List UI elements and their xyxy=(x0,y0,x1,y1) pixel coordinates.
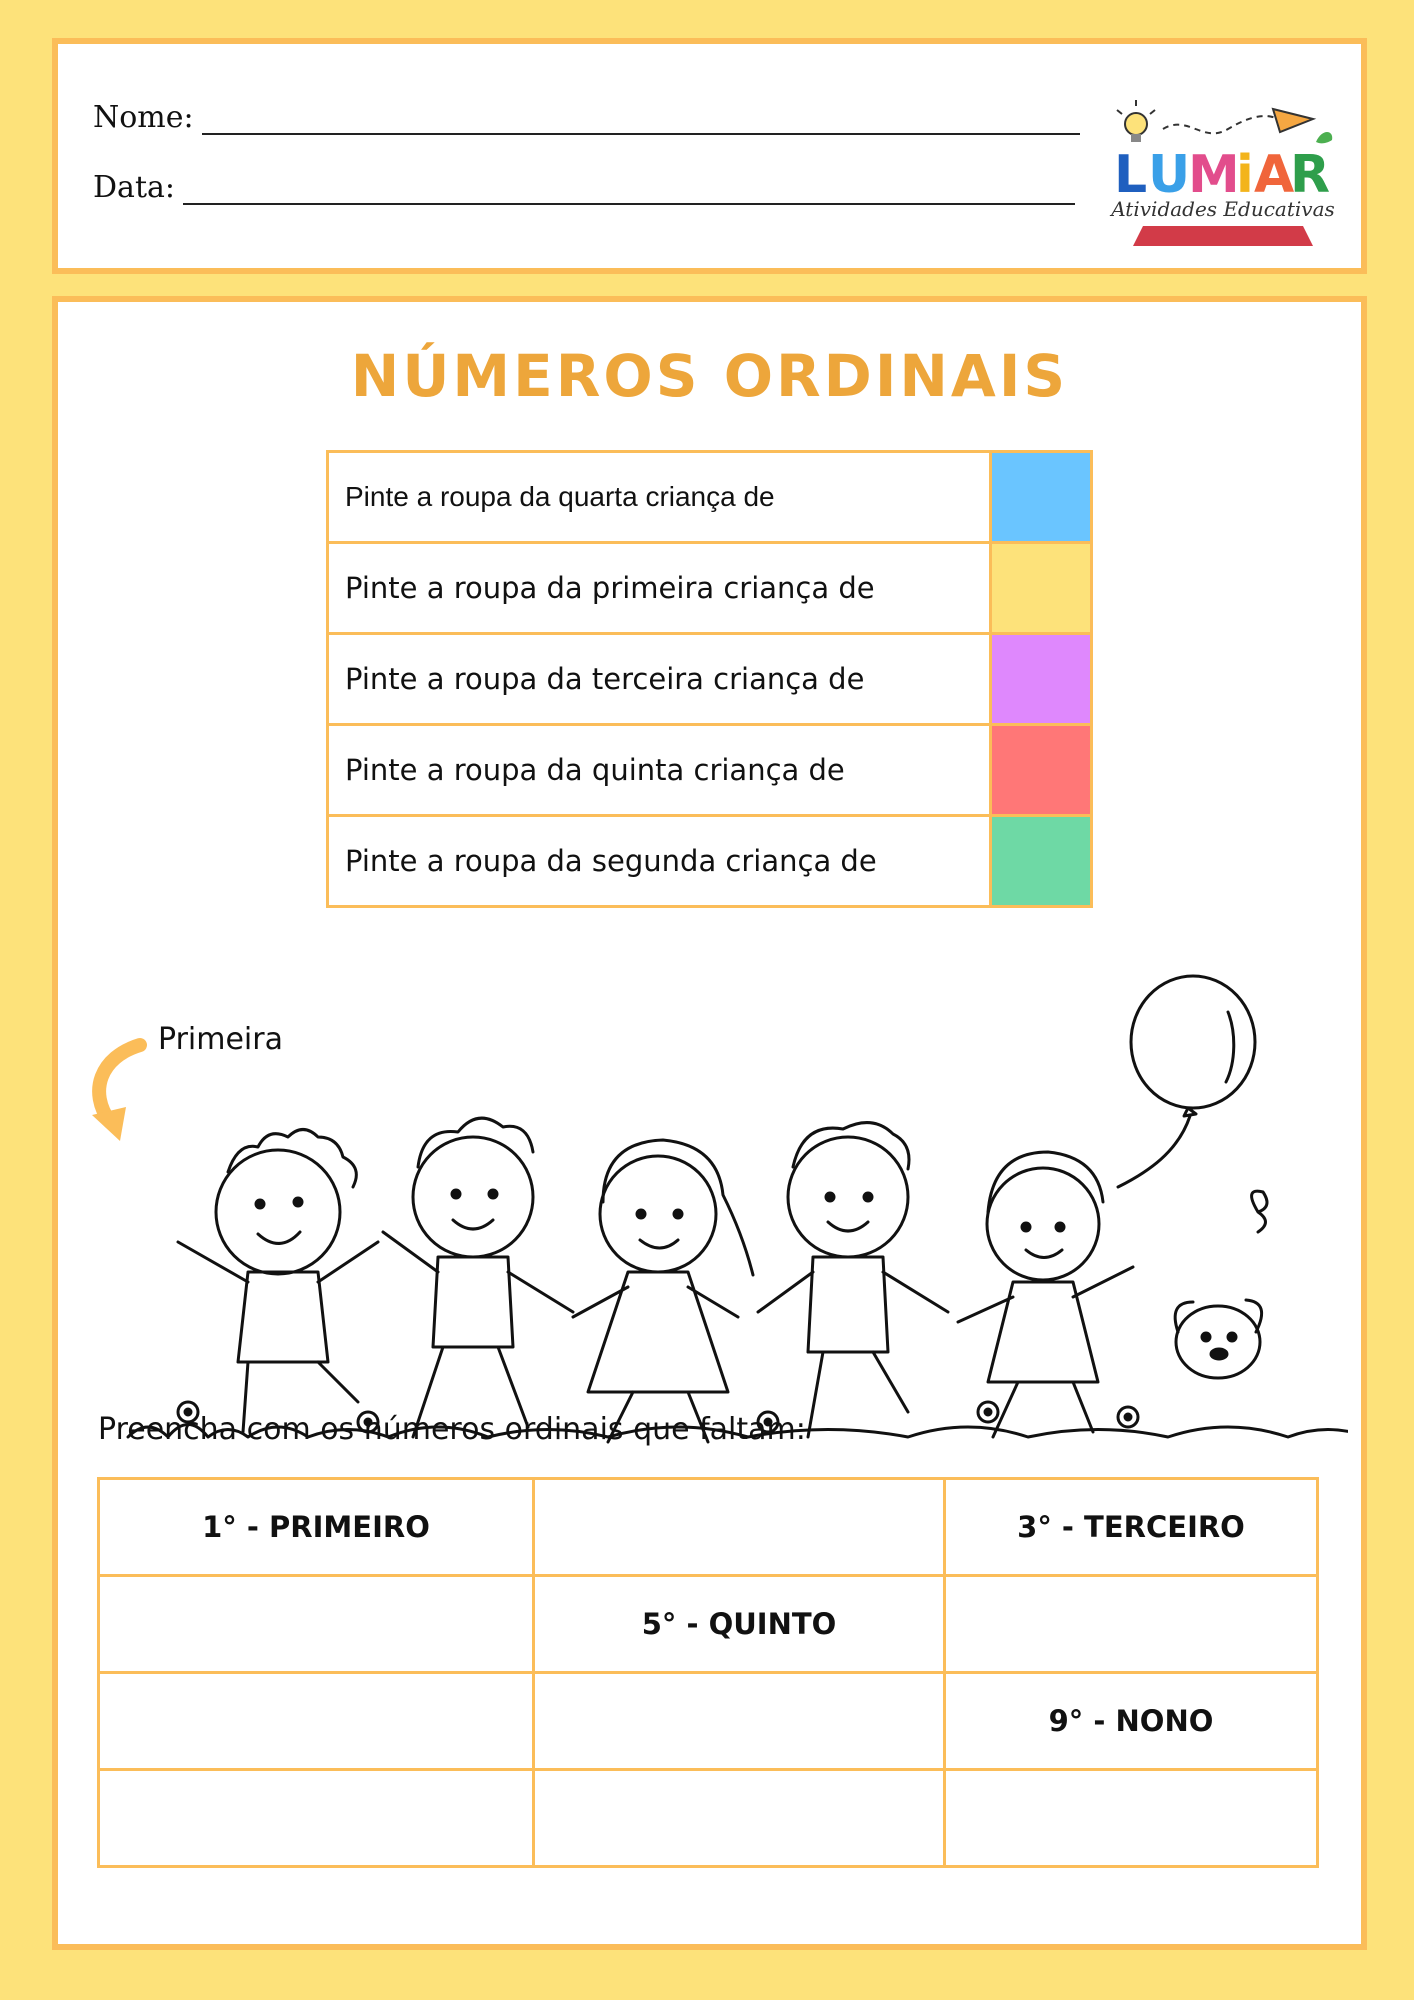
color-swatch xyxy=(991,816,1092,907)
instruction-row xyxy=(328,816,1092,907)
ordinal-cell xyxy=(534,1479,945,1576)
butterfly-icon xyxy=(1252,1191,1267,1232)
ordinal-cell: 9° - NONO xyxy=(945,1673,1318,1770)
ordinal-cell xyxy=(534,1673,945,1770)
ordinal-cell xyxy=(99,1770,534,1867)
table-row xyxy=(99,1770,1318,1867)
logo-letter-u: U xyxy=(1148,145,1191,205)
ordinal-cell xyxy=(945,1770,1318,1867)
child-5-figure xyxy=(958,1152,1133,1437)
date-label: Data: xyxy=(93,170,175,205)
table-row xyxy=(99,1576,1318,1673)
date-field-row xyxy=(93,170,1075,205)
color-swatch xyxy=(991,634,1092,725)
name-field-row xyxy=(93,100,1080,135)
ordinal-cell: 1° - PRIMEIRO xyxy=(99,1479,534,1576)
date-writing-line xyxy=(183,173,1075,205)
instruction-row xyxy=(328,543,1092,634)
fill-instruction: Preencha com os números ordinais que faltam: xyxy=(98,1412,806,1447)
lightbulb-icon xyxy=(1117,100,1155,142)
color-swatch xyxy=(991,725,1092,816)
name-writing-line xyxy=(202,103,1080,135)
child-4-figure xyxy=(758,1123,948,1437)
instruction-text: Pinte a roupa da segunda criança de xyxy=(328,816,991,907)
page-title: NÚMEROS ORDINAIS xyxy=(350,342,1069,410)
flower-icon xyxy=(1118,1407,1138,1427)
instruction-text: Pinte a roupa da terceira criança de xyxy=(328,634,991,725)
first-child-label: Primeira xyxy=(158,1022,283,1057)
ordinal-cell xyxy=(534,1770,945,1867)
instruction-text: Pinte a roupa da quarta criança de xyxy=(328,452,991,543)
logo-ribbon xyxy=(1133,226,1313,246)
logo-letter-l: L xyxy=(1114,145,1148,205)
instruction-row xyxy=(328,452,1092,543)
dog-icon xyxy=(1175,1300,1261,1378)
ordinal-cell xyxy=(99,1576,534,1673)
lumiar-logo xyxy=(1108,84,1338,254)
flower-icon xyxy=(978,1402,998,1422)
ordinal-cell: 3° - TERCEIRO xyxy=(945,1479,1318,1576)
child-2-figure xyxy=(383,1118,573,1437)
instruction-text: Pinte a roupa da quinta criança de xyxy=(328,725,991,816)
name-label: Nome: xyxy=(93,100,194,135)
instruction-row xyxy=(328,725,1092,816)
color-swatch xyxy=(991,543,1092,634)
child-3-figure xyxy=(573,1140,753,1442)
child-1-figure xyxy=(178,1130,378,1433)
main-panel xyxy=(52,296,1367,1950)
ordinal-numbers-table xyxy=(97,1477,1319,1868)
ordinal-cell: 5° - QUINTO xyxy=(534,1576,945,1673)
logo-letter-a: A xyxy=(1254,145,1295,205)
leaf-icon xyxy=(1316,132,1332,143)
header-panel xyxy=(52,38,1367,274)
instruction-text: Pinte a roupa da primeira criança de xyxy=(328,543,991,634)
table-row xyxy=(99,1673,1318,1770)
logo-letter-r: R xyxy=(1290,145,1331,205)
logo-letter-i: i xyxy=(1236,145,1254,205)
color-swatch xyxy=(991,452,1092,543)
ordinal-cell xyxy=(945,1576,1318,1673)
paper-plane-icon xyxy=(1273,109,1313,132)
ordinal-cell xyxy=(99,1673,534,1770)
balloon-icon xyxy=(1118,976,1255,1187)
table-row xyxy=(99,1479,1318,1576)
coloring-instructions-table xyxy=(326,450,1093,908)
logo-tagline: Atividades Educativas xyxy=(1111,197,1335,221)
instruction-row xyxy=(328,634,1092,725)
logo-letter-m: M xyxy=(1188,145,1240,205)
